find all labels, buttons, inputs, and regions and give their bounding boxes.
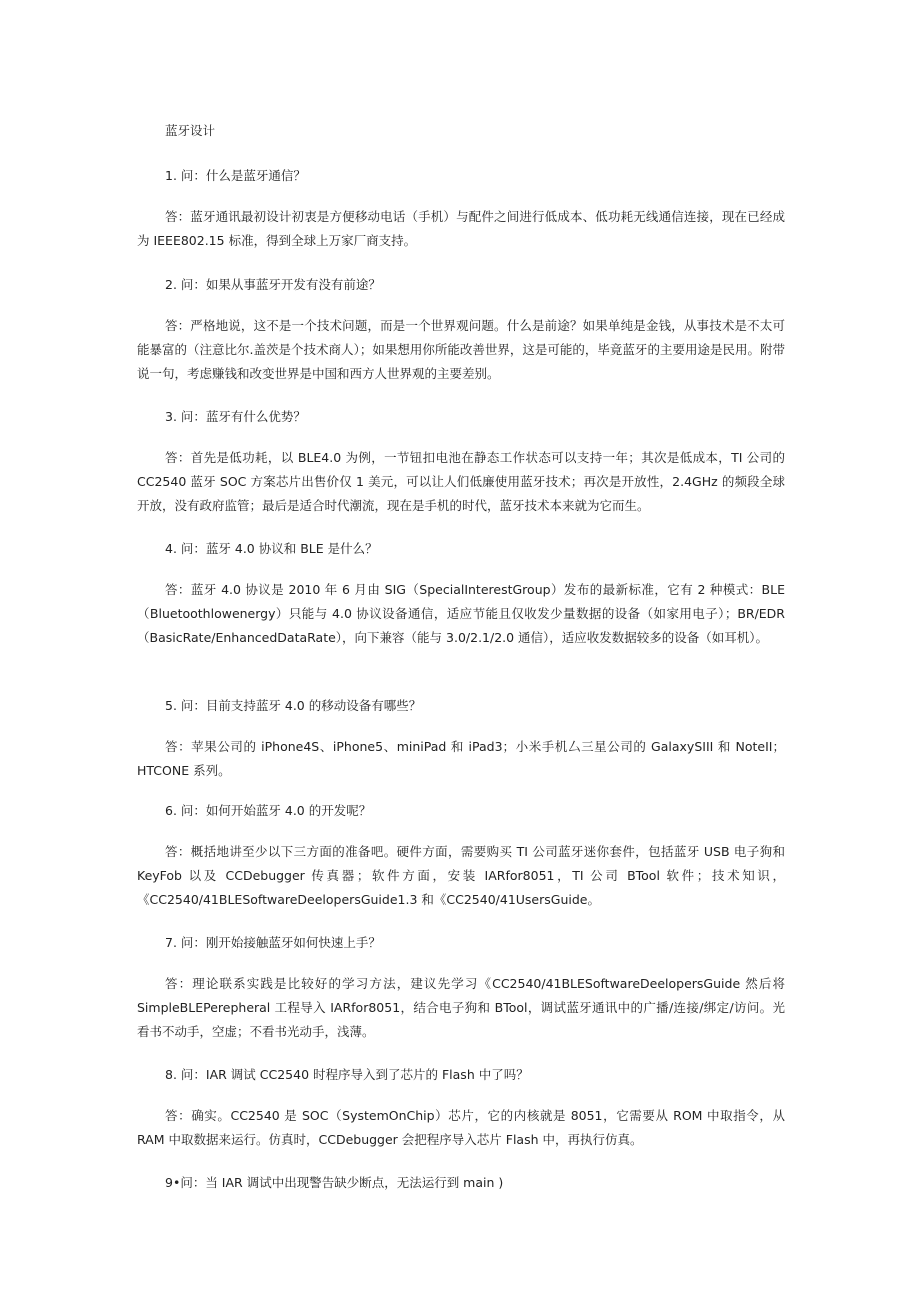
answer-3: 答：首先是低功耗，以 BLE4.0 为例，一节钮扣电池在静态工作状态可以支持一年；其次是低成本，TI 公司的 CC2540 蓝牙 SOC 方案芯片出售价仅 1 美元，可以让人们低廉使用蓝牙技术；再次是开放性，2.4GHz 的频段全球开放，没有政府监管；最后是适合时代潮流，现在是手机的时代，蓝牙技术本来就为它而生。 bbox=[137, 450, 785, 513]
question-2: 2. 问：如果从事蓝牙开发有没有前途？ bbox=[165, 277, 381, 292]
question-5: 5. 问：目前支持蓝牙 4.0 的移动设备有哪些？ bbox=[165, 698, 422, 713]
question-8: 8. 问：IAR 调试 CC2540 时程序导入到了芯片的 Flash 中了吗？ bbox=[165, 1067, 529, 1082]
question-1: 1. 问：什么是蓝牙通信？ bbox=[165, 168, 306, 183]
question-7: 7. 问：刚开始接触蓝牙如何快速上手？ bbox=[165, 935, 381, 950]
question-4: 4. 问：蓝牙 4.0 协议和 BLE 是什么？ bbox=[165, 541, 378, 556]
answer-7: 答：理论联系实践是比较好的学习方法，建议先学习《CC2540/41BLESoftwareDeelopersGuide 然后将 SimpleBLEPerepheral 工程导入 IARfor8051，结合电子狗和 BTool，调试蓝牙通讯中的广播/连接/绑定/访问。光看书不动手，空虚；不看书光动手，浅薄。 bbox=[137, 976, 785, 1039]
answer-4: 答：蓝牙 4.0 协议是 2010 年 6 月由 SIG（SpecialInterestGroup）发布的最新标准，它有 2 种模式：BLE（Bluetoothlowenergy）只能与 4.0 协议设备通信，适应节能且仅收发少量数据的设备（如家用电子）；BR/EDR（BasicRate/EnhancedDataRate），向下兼容（能与 3.0/2.1/2.0 通信），适应收发数据较多的设备（如耳机）。 bbox=[137, 582, 785, 645]
answer-8: 答：确实。CC2540 是 SOC（SystemOnChip）芯片，它的内核就是 8051，它需要从 ROM 中取指令，从 RAM 中取数据来运行。仿真时，CCDebugger 会把程序导入芯片 Flash 中，再执行仿真。 bbox=[137, 1108, 785, 1147]
answer-1: 答：蓝牙通讯最初设计初衷是方便移动电话（手机）与配件之间进行低成本、低功耗无线通信连接，现在已经成为 IEEE802.15 标准，得到全球上万家厂商支持。 bbox=[137, 209, 785, 248]
document-title: 蓝牙设计 bbox=[165, 123, 216, 138]
answer-5: 答：苹果公司的 iPhone4S、iPhone5、miniPad 和 iPad3；小米手机厶三星公司的 GalaxySIII 和 NoteII；HTCONE 系列。 bbox=[137, 739, 785, 778]
question-6: 6. 问：如何开始蓝牙 4.0 的开发呢？ bbox=[165, 803, 372, 818]
question-9: 9•问：当 IAR 调试中出现警告缺少断点，无法运行到 main ) bbox=[165, 1175, 504, 1190]
answer-2: 答：严格地说，这不是一个技术问题，而是一个世界观问题。什么是前途？如果单纯是金钱，从事技术是不太可能暴富的（注意比尔.盖茨是个技术商人）；如果想用你所能改善世界，这是可能的，毕竟蓝牙的主要用途是民用。附带说一句，考虑赚钱和改变世界是中国和西方人世界观的主要差别。 bbox=[137, 318, 785, 381]
answer-6: 答：概括地讲至少以下三方面的准备吧。硬件方面，需要购买 TI 公司蓝牙迷你套件，包括蓝牙 USB 电子狗和 KeyFob 以及 CCDebugger 传真器；软件方面，安装 IARfor8051，TI 公司 BTool 软件；技术知识，《CC2540/41BLESoftwareDeelopersGuide1.3 和《CC2540/41UsersGuide。 bbox=[137, 844, 785, 907]
question-3: 3. 问：蓝牙有什么优势？ bbox=[165, 409, 306, 424]
